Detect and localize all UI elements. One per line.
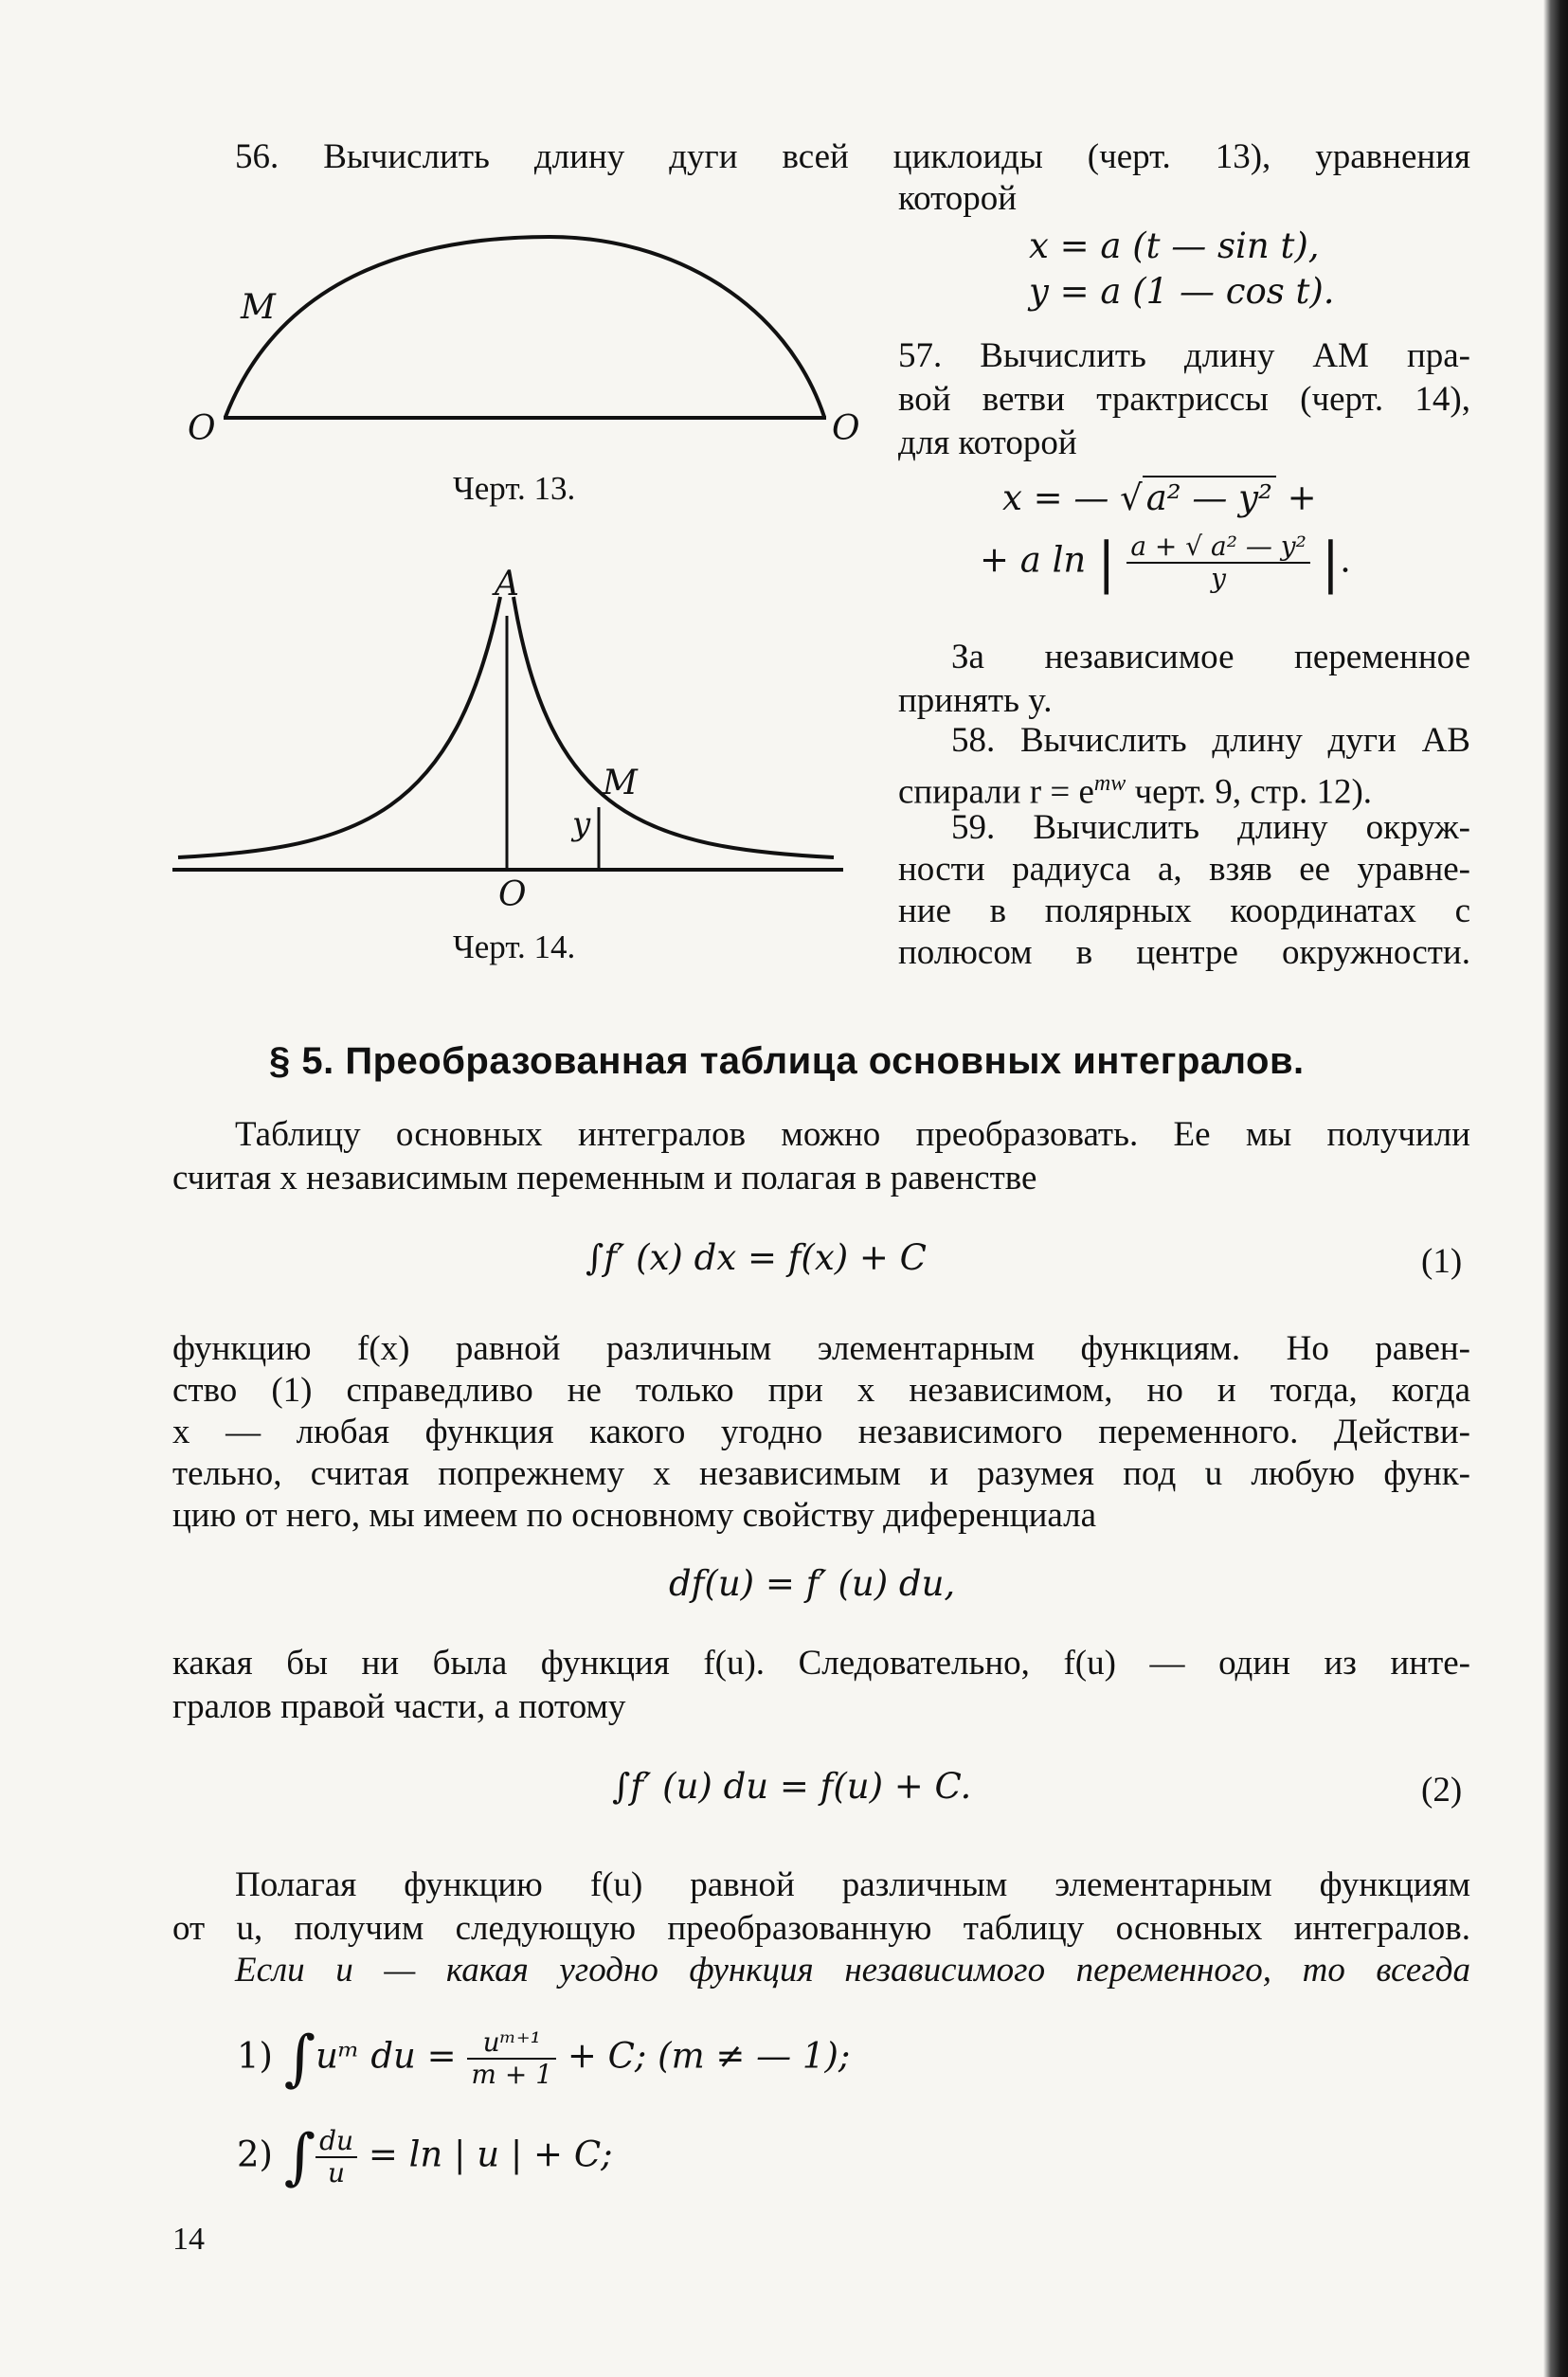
fig13-caption: Черт. 13.: [453, 470, 576, 507]
paragraph-3-line1: какая бы ни была функция f(u). Следовательно, f(u) — один из инте-: [172, 1644, 1470, 1683]
paragraph-2-line4: тельно, считая попрежнему x независимым и разумея под u любую функ-: [172, 1454, 1470, 1493]
cycloid-equation-x: x = a (t — sin t),: [1029, 225, 1320, 266]
problem-57-line4: За независимое переменное: [951, 638, 1470, 676]
paragraph-1-line2: считая x независимым переменным и полагая в равенстве: [172, 1159, 1037, 1198]
tractrix-eq2-prefix: + a ln: [980, 539, 1087, 581]
fig14-label-y: y: [572, 805, 591, 843]
paragraph-2-line3: x — любая функция какого угодно независимого переменного. Действи-: [172, 1413, 1470, 1451]
fig14-label-O: O: [498, 875, 527, 914]
tractrix-right-branch: [514, 597, 834, 857]
problem-57-line1: 57. Вычислить длину AM пра-: [898, 336, 1470, 375]
differential-equation: df(u) = f′ (u) du,: [669, 1563, 956, 1604]
fig14-label-M: M: [603, 764, 638, 802]
problem-58-reference: черт. 9, стр. 12).: [1126, 772, 1373, 812]
paragraph-2-line1: функцию f(x) равной различным элементарным функциям. Но равен-: [172, 1329, 1470, 1368]
problem-59-line4: полюсом в центре окружности.: [898, 933, 1470, 972]
tractrix-left-branch: [178, 597, 500, 857]
equation-1: ∫f′ (x) dx = f(x) + C: [586, 1237, 927, 1278]
figure-14-tractrix: [171, 578, 853, 919]
fig13-label-M: M: [241, 288, 276, 327]
spiral-equation: спирали r = e: [898, 772, 1094, 812]
spiral-exponent: mw: [1093, 771, 1126, 796]
formula-2-numerator: du: [315, 2126, 357, 2158]
fig13-label-O-left: O: [188, 409, 216, 448]
problem-59-line1: 59. Вычислить длину окруж-: [951, 808, 1470, 847]
problem-57-line5: принять y.: [898, 681, 1053, 720]
paragraph-2-line5: цию от него, мы имеем по основному свойству диференциала: [172, 1496, 1097, 1535]
paragraph-4-line1: Полагая функцию f(u) равной различным элементарным функциям: [235, 1865, 1470, 1904]
paragraph-1-line1: Таблицу основных интегралов можно преобразовать. Ее мы получили: [235, 1115, 1470, 1154]
tractrix-equation-line2: + a ln | $\frac{\text{a + √ a² — y²}}{y}$ |.: [980, 531, 1351, 595]
equation-1-number: (1): [1421, 1242, 1463, 1281]
formula-1-label: 1): [237, 2035, 273, 2077]
problem-57-line3: для которой: [898, 423, 1077, 462]
integral-sign: ∫: [283, 2024, 316, 2094]
problem-56-text: 56. Вычислить длину дуги всей циклоиды (черт. 13), уравнения: [235, 137, 1470, 176]
abs-bar-left: |: [1097, 531, 1116, 595]
fig14-label-A: A: [495, 565, 519, 603]
formula-1-fraction: [467, 2027, 556, 2090]
problem-59-line3: ние в полярных координатах с: [898, 891, 1470, 930]
problem-56-continuation: которой: [898, 179, 1018, 218]
tractrix-equation-line1: [1002, 477, 1317, 518]
paragraph-4-line2: от u, получим следующую преобразованную таблицу основных интегралов.: [172, 1909, 1470, 1948]
problem-57-line2: вой ветви трактриссы (черт. 14),: [898, 380, 1470, 419]
cycloid-equation-y: y = a (1 — cos t).: [1029, 271, 1335, 312]
formula-1: [237, 2024, 851, 2094]
abs-bar-right: |: [1321, 531, 1341, 595]
formula-2: [237, 2122, 613, 2192]
sqrt-sign: √: [1120, 477, 1143, 518]
tractrix-eq1-plus: +: [1287, 477, 1317, 518]
problem-56-heading: [235, 135, 1470, 179]
tractrix-fraction-denominator: y: [1211, 563, 1226, 594]
formula-1-rhs: + C; (m ≠ — 1);: [567, 2035, 851, 2077]
formula-1-denominator: m + 1: [471, 2059, 553, 2090]
fig14-caption: Черт. 14.: [453, 928, 576, 965]
cycloid-arch: [225, 237, 824, 417]
equation-2-number: (2): [1421, 1771, 1463, 1810]
page-number: 14: [172, 2222, 205, 2257]
page-edge-shadow: [1543, 0, 1568, 2377]
paragraph-3-line2: гралов правой части, а потому: [172, 1687, 626, 1726]
formula-2-denominator: u: [328, 2157, 346, 2188]
section-heading: § 5. Преобразованная таблица основных интегралов.: [269, 1040, 1305, 1082]
figure-13-cycloid: [180, 208, 862, 455]
problem-58-line1: 58. Вычислить длину дуги AB: [951, 721, 1470, 760]
equation-2: ∫f′ (u) du = f(u) + C.: [612, 1766, 972, 1807]
paragraph-4-line3: Если u — какая угодно функция независимого переменного, то всегда: [235, 1951, 1470, 1990]
problem-59-line2: ности радиуса a, взяв ее уравне-: [898, 850, 1470, 889]
integral-sign: ∫: [283, 2122, 316, 2192]
tractrix-fraction: [1126, 531, 1309, 594]
tractrix-fraction-numerator: a + √ a² — y²: [1126, 531, 1309, 564]
paragraph-2-line2: ство (1) справедливо не только при x независимом, но и тогда, когда: [172, 1371, 1470, 1410]
formula-2-fraction: [315, 2126, 357, 2188]
formula-2-label: 2): [237, 2134, 273, 2175]
tractrix-eq1-radicand: a² — y²: [1143, 476, 1276, 518]
formula-2-rhs: = ln | u | + C;: [368, 2134, 613, 2175]
fig13-label-O-right: O: [832, 409, 860, 448]
tractrix-eq1-lhs: x = —: [1002, 477, 1109, 518]
formula-1-numerator: uᵐ⁺¹: [467, 2027, 556, 2060]
formula-1-lhs: uᵐ du =: [315, 2035, 457, 2077]
